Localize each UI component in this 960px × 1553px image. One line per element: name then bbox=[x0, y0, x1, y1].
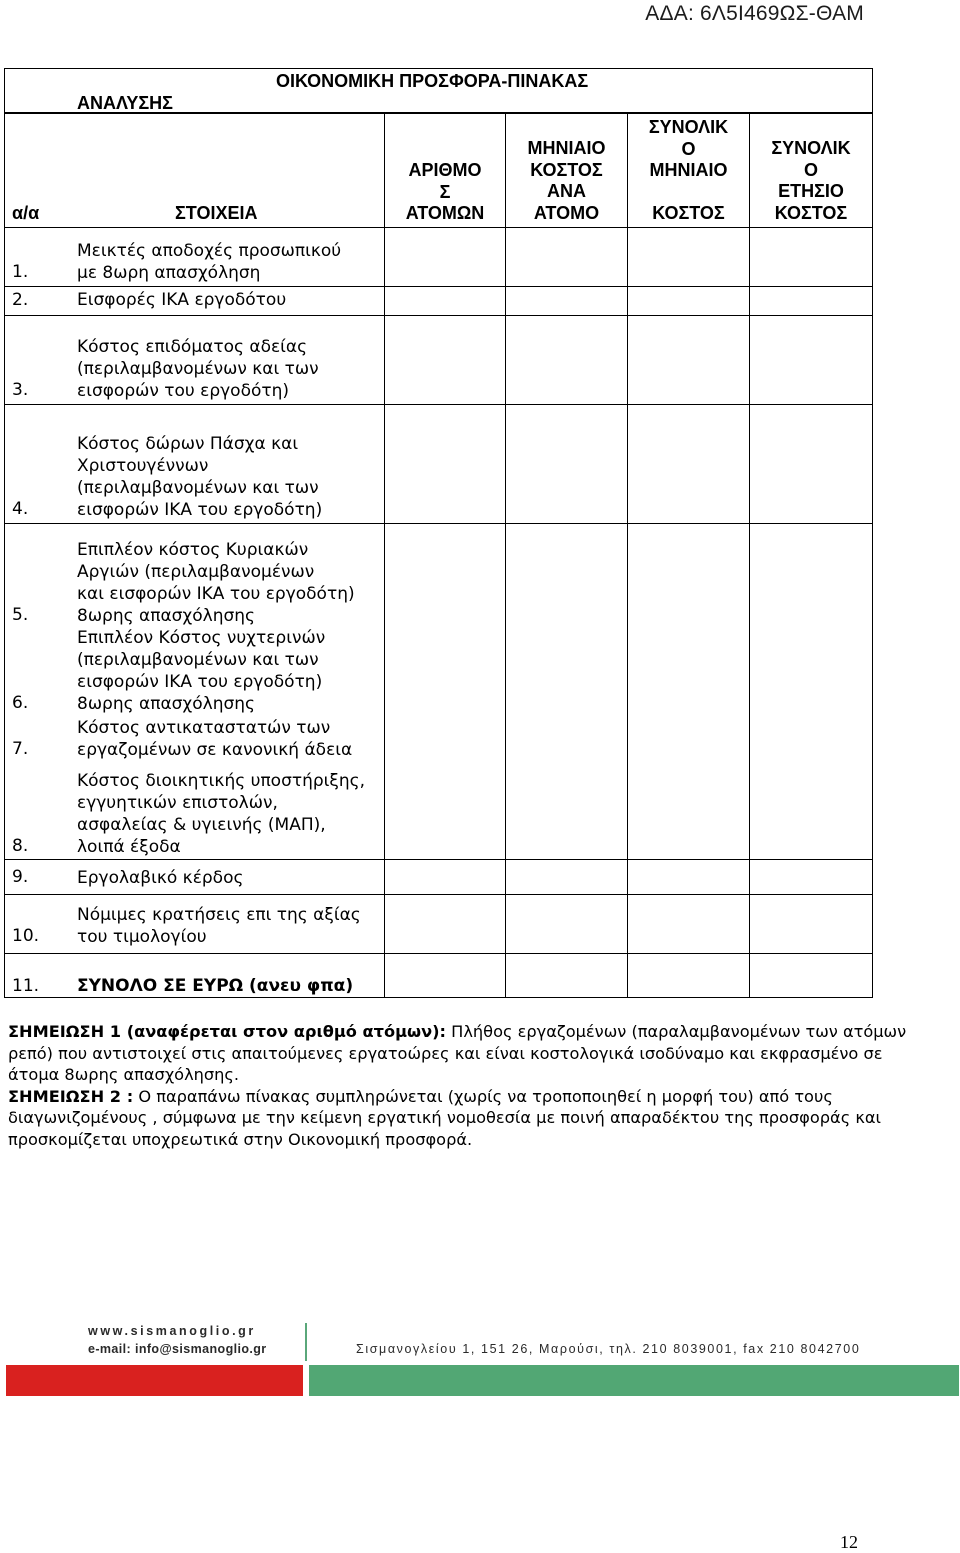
header-total-yearly: ΣΥΝΟΛΙΚ Ο ΕΤΗΣΙΟ ΚΟΣΤΟΣ bbox=[771, 138, 851, 223]
row-description: Κόστος διοικητικής υποστήριξης, εγγυητικών επιστολών, ασφαλείας & υγιεινής (ΜΑΠ), λοιπά έξοδα bbox=[77, 771, 366, 857]
row-number: 7. bbox=[12, 739, 29, 759]
row-description: Εργολαβικό κέρδος bbox=[77, 868, 244, 888]
row-number: 8. bbox=[12, 836, 29, 856]
footer-green-bar bbox=[309, 1365, 959, 1396]
row-divider bbox=[4, 286, 873, 287]
col-divider bbox=[627, 114, 628, 998]
footer-separator bbox=[305, 1323, 307, 1361]
row-divider bbox=[4, 523, 873, 524]
row-description: Επιπλέον Κόστος νυχτερινών (περιλαμβανομένων και των εισφορών ΙΚΑ του εργοδότη) 8ωρης απασχόλησης bbox=[77, 628, 326, 714]
header-persons: ΑΡΙΘΜΟ Σ ΑΤΟΜΩΝ bbox=[405, 160, 485, 223]
row-number: 6. bbox=[12, 693, 29, 713]
note2-label: ΣΗΜΕΙΩΣΗ 2 : bbox=[8, 1086, 134, 1106]
note1-text: Πλήθος εργαζομένων (παραλαμβανομένων των ατόμων ρεπό) που αντιστοιχεί στις απαιτούμενες εργατοώρες και είναι κοστολογικά ισοδύναμο και εκφρασμένο σε άτομα 8ωρης απασχόλησης. bbox=[8, 1022, 907, 1085]
row-description: Νόμιμες κρατήσεις επι της αξίας του τιμολογίου bbox=[77, 905, 361, 947]
footer-address: Σισμανογλείου 1, 151 26, Μαρούσι, τηλ. 210 8039001, fax 210 8042700 bbox=[356, 1342, 861, 1356]
row-divider bbox=[4, 894, 873, 895]
row-number: 9. bbox=[12, 867, 29, 887]
row-description: Κόστος δώρων Πάσχα και Χριστουγέννων (περιλαμβανομένων και των εισφορών ΙΚΑ του εργοδότη) bbox=[77, 434, 323, 520]
header-monthly-per-person: ΜΗΝΙΑΙΟ ΚΟΣΤΟΣ ΑΝΑ ΑΤΟΜΟ bbox=[527, 138, 606, 223]
header-items: ΣΤΟΙΧΕΙΑ bbox=[175, 203, 258, 223]
notes bbox=[8, 1021, 938, 1151]
row-divider bbox=[4, 315, 873, 316]
footer-email: e-mail: info@sismanoglio.gr bbox=[88, 1342, 267, 1356]
row-number: 5. bbox=[12, 605, 29, 625]
row-divider bbox=[4, 859, 873, 860]
table-title-main: ΟΙΚΟΝΟΜΙΚΗ ΠΡΟΣΦΟΡΑ-ΠΙΝΑΚΑΣ bbox=[276, 71, 589, 91]
ada-code: ΑΔΑ: 6Λ5Ι469ΩΣ-ΘΑΜ bbox=[645, 2, 864, 25]
note2-text: Ο παραπάνω πίνακας συμπληρώνεται (χωρίς να τροποποιηθεί η μορφή του) από τους διαγωνιζομένους , σύμφωνα με την κείμενη εργατική νομοθεσία με ποινή απαραδέκτου της προσφοράς και προσκομίζεται υποχρεωτικά στην Οικονομική προσφορά. bbox=[8, 1086, 882, 1149]
row-description: Μεικτές αποδοχές προσωπικού με 8ωρη απασχόληση bbox=[77, 241, 342, 283]
header-aa: α/α bbox=[12, 203, 40, 223]
row-description: Κόστος επιδόματος αδείας (περιλαμβανομένων και των εισφορών του εργοδότη) bbox=[77, 337, 319, 401]
col-divider bbox=[749, 114, 750, 998]
row-description: Κόστος αντικαταστατών των εργαζομένων σε κανονική άδεια bbox=[77, 718, 353, 760]
footer-red-bar bbox=[6, 1365, 303, 1396]
col-divider bbox=[505, 114, 506, 998]
footer-website: www.sismanoglio.gr bbox=[88, 1324, 256, 1338]
row-divider bbox=[4, 227, 873, 228]
page-number: 12 bbox=[840, 1532, 858, 1552]
row-divider bbox=[4, 953, 873, 954]
total-row-label: ΣΥΝΟΛΟ ΣΕ ΕΥΡΩ (ανευ φπα) bbox=[77, 976, 354, 996]
row-number: 11. bbox=[12, 976, 40, 996]
row-number: 3. bbox=[12, 380, 29, 400]
table-title-left: ΑΝΑΛΥΣΗΣ bbox=[77, 93, 173, 113]
row-description: Εισφορές ΙΚΑ εργοδότου bbox=[77, 290, 287, 310]
col-divider bbox=[384, 114, 385, 998]
row-number: 2. bbox=[12, 290, 29, 310]
note1-label: ΣΗΜΕΙΩΣΗ 1 (αναφέρεται στον αριθμό ατόμων): bbox=[8, 1022, 447, 1041]
row-divider bbox=[4, 404, 873, 405]
row-description: Επιπλέον κόστος Κυριακών Αργιών (περιλαμβανομένων και εισφορών ΙΚΑ του εργοδότη) 8ωρης απασχόλησης bbox=[77, 540, 355, 626]
row-number: 1. bbox=[12, 262, 29, 282]
header-total-monthly: ΣΥΝΟΛΙΚ Ο ΜΗΝΙΑΙΟ ΚΟΣΤΟΣ bbox=[648, 117, 729, 223]
row-number: 4. bbox=[12, 499, 29, 519]
row-number: 10. bbox=[12, 926, 40, 946]
